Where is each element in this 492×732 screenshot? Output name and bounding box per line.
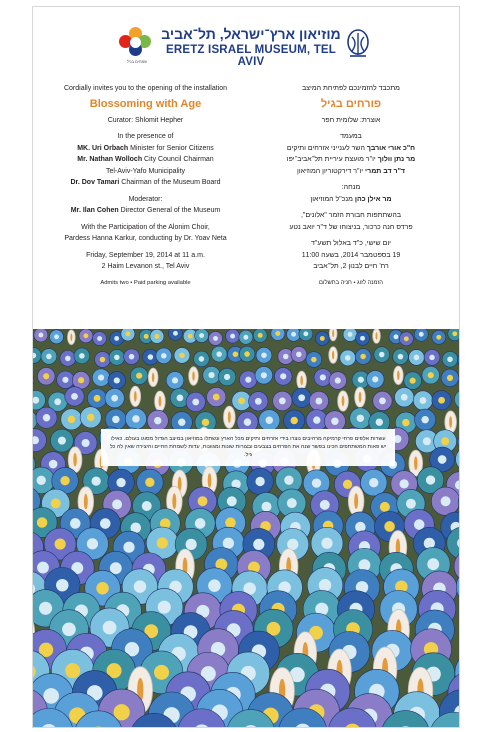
guest-line-1 bbox=[43, 143, 248, 155]
ceramic-flower bbox=[137, 469, 164, 496]
ceramic-flower bbox=[273, 391, 292, 410]
ceramic-flower bbox=[105, 388, 124, 407]
invitation-text-hebrew bbox=[251, 83, 451, 289]
ceramic-flower bbox=[373, 391, 392, 410]
ceramic-flower bbox=[292, 388, 311, 407]
ceramic-flower bbox=[299, 329, 313, 341]
ceramic-flower bbox=[431, 487, 459, 515]
ceramic-flower bbox=[239, 346, 255, 362]
event-date: Friday, September 19, 2014 at 11 a.m. bbox=[86, 251, 205, 259]
ceramic-flower bbox=[57, 371, 75, 389]
moderator-name: Mr. Ilan Cohen bbox=[70, 207, 119, 214]
calla-lily bbox=[155, 391, 166, 411]
ceramic-flower bbox=[291, 346, 307, 362]
ceramic-flower bbox=[374, 347, 390, 363]
ceramic-flower bbox=[194, 351, 210, 367]
guest-line-3 bbox=[43, 177, 248, 189]
ceramic-flower bbox=[125, 408, 146, 429]
intro-line: Cordially invites you to the opening of the installation bbox=[63, 85, 228, 92]
presence-line: In the presence of bbox=[117, 133, 174, 140]
guest-line-1 bbox=[251, 143, 451, 155]
museum-header bbox=[33, 7, 459, 73]
ceramic-flower bbox=[95, 352, 111, 368]
guest-line-3 bbox=[251, 166, 451, 178]
ceramic-flower bbox=[356, 331, 370, 345]
calla-lily bbox=[67, 330, 75, 345]
ceramic-flower bbox=[121, 329, 135, 341]
ceramic-flower bbox=[249, 392, 268, 411]
ceramic-flower bbox=[239, 330, 253, 344]
ceramic-flower bbox=[41, 349, 57, 365]
ceramic-flower bbox=[284, 410, 305, 431]
ceramic-flower bbox=[255, 366, 273, 384]
ceramic-flower bbox=[79, 329, 93, 343]
calla-lily bbox=[329, 329, 337, 341]
guest-role: Chairman of the Museum Board bbox=[119, 179, 221, 186]
calla-lily bbox=[338, 391, 349, 411]
ceramic-flower bbox=[208, 331, 222, 345]
ceramic-flower bbox=[329, 372, 347, 390]
ceramic-flower bbox=[37, 367, 55, 385]
museum-emblem-icon bbox=[346, 29, 370, 59]
curator-line: אוצרת: שלומית חפר bbox=[321, 116, 381, 124]
guest-line-2 bbox=[251, 154, 451, 166]
calla-lily bbox=[148, 368, 158, 386]
ceramic-flower-field bbox=[33, 329, 460, 728]
guest-line-2-city: Tel-Aviv-Yafo Municipality bbox=[105, 167, 186, 175]
ceramic-flower bbox=[74, 348, 90, 364]
ceramic-flower bbox=[36, 407, 57, 428]
exhibition-title: פורחים בגיל bbox=[320, 97, 382, 110]
admission-note: Admits two • Paid parking available bbox=[100, 279, 191, 286]
choir-line-2: Pardess Hanna Karkur, conducting by Dr. Yoav Neta bbox=[64, 235, 227, 242]
guest-role: יו"ר דירקטוריון המוזיאון bbox=[297, 167, 366, 175]
event-date-line-1: יום שישי, כ"ד באלול תשע"ד bbox=[311, 240, 391, 247]
ceramic-flower bbox=[256, 347, 272, 363]
ceramic-flower bbox=[306, 352, 322, 368]
guest-role: יו"ר מועצת עיריית תל־אביב־יפו bbox=[286, 156, 378, 163]
ceramic-flower bbox=[247, 468, 274, 495]
ceramic-flower bbox=[207, 387, 226, 406]
ceramic-flower bbox=[50, 429, 73, 452]
ceramic-flower bbox=[340, 350, 356, 366]
calla-lily bbox=[223, 406, 235, 428]
choir-line-1: With the Participation of the Alonim Choir, bbox=[81, 223, 210, 231]
ceramic-flower bbox=[404, 372, 422, 390]
calla-lily bbox=[130, 386, 141, 406]
ceramic-flower bbox=[87, 389, 106, 408]
guest-role: City Council Chairman bbox=[142, 156, 214, 163]
event-date-line-2: 19 בספטמבר 2014, בשעה 11:00 bbox=[301, 251, 401, 259]
museum-name-english: ERETZ ISRAEL MUSEUM, TEL AVIV bbox=[165, 44, 337, 68]
calla-lily bbox=[297, 371, 307, 389]
guest-name: מר נתן וולוך bbox=[377, 156, 416, 163]
ceramic-flower bbox=[211, 346, 227, 362]
ceramic-flower bbox=[287, 329, 301, 341]
ceramic-flower bbox=[422, 366, 440, 384]
guest-name: MK. Uri Orbach bbox=[77, 144, 129, 152]
ceramic-flower bbox=[150, 329, 164, 343]
ceramic-flower bbox=[343, 329, 357, 341]
ceramic-flower bbox=[314, 369, 332, 387]
presence-line: במעמד bbox=[340, 133, 362, 140]
invitation-card bbox=[32, 6, 460, 728]
ceramic-flower bbox=[34, 329, 48, 342]
ceramic-flower bbox=[414, 329, 428, 341]
ceramic-flower bbox=[203, 366, 221, 384]
moderator-label: Moderator: bbox=[128, 195, 163, 203]
ceramic-flower bbox=[253, 329, 267, 342]
ceramic-flowers-photo bbox=[33, 329, 460, 728]
ceramic-flower bbox=[166, 372, 184, 390]
ceramic-flower bbox=[174, 348, 190, 364]
event-address: רח' חיים לבנון 2, תל־אביב bbox=[313, 263, 389, 270]
ceramic-flower bbox=[441, 369, 459, 387]
ceramic-flower bbox=[309, 391, 328, 410]
ceramic-flower bbox=[65, 387, 84, 406]
guest-line-2 bbox=[43, 154, 248, 166]
ceramic-flower bbox=[271, 329, 285, 340]
ceramic-flower bbox=[360, 469, 387, 496]
moderator-role: מנכ"ל המוזיאון bbox=[310, 195, 355, 203]
exhibition-title: Blossoming with Age bbox=[89, 97, 202, 110]
flower-logo-caption: שמחים בגיל bbox=[126, 59, 148, 64]
ceramic-flower bbox=[109, 349, 125, 365]
choir-line-2: פרדס חנה כרכור, בניצוחו של ד"ר יואב נטע bbox=[289, 223, 413, 231]
ceramic-flower bbox=[274, 368, 292, 386]
ceramic-flower bbox=[195, 329, 209, 343]
ceramic-flower bbox=[108, 372, 126, 390]
guest-name: ד"ר דב תמרי bbox=[365, 167, 405, 175]
guest-name: Mr. Nathan Wolloch bbox=[77, 156, 143, 163]
guest-role: השר לענייני אזרחים ותיקים bbox=[286, 144, 367, 152]
intro-line: מתכבד להזמינכם לפתיחת המיצב bbox=[302, 85, 400, 92]
ceramic-flower bbox=[399, 332, 413, 346]
ceramic-flower bbox=[395, 388, 414, 407]
ceramic-flower bbox=[459, 410, 460, 431]
guest-role: Minister for Senior Citizens bbox=[128, 144, 214, 152]
ceramic-flower bbox=[218, 368, 236, 386]
ceramic-flower bbox=[413, 391, 432, 410]
calla-lily bbox=[373, 329, 381, 343]
calla-lily bbox=[348, 486, 364, 516]
calla-lily bbox=[393, 366, 403, 384]
calla-lily bbox=[189, 367, 199, 385]
ceramic-flower bbox=[80, 407, 101, 428]
ceramic-flower bbox=[156, 348, 172, 364]
moderator-name: מר אילן כהן bbox=[354, 195, 392, 203]
guest-name: ח"כ אורי אורבך bbox=[366, 144, 416, 152]
moderator-label: מנחה: bbox=[341, 184, 361, 191]
photo-caption: עשרות אלפים פרחי קרמיקה מרהיבים נוצרו בידי אזרחים ותיקים מכל הארץ ונשתלו במוזיאון במיצב הגדול מסוגו בעולם. כאילו יש פאות המשתתפים הכינו בפשר שנה את הפרחים בצבעים ובצורות שונות ומגוונות, עדות לשמחת החיים והיצירה שאין לה כל גיל. bbox=[101, 429, 395, 466]
ceramic-flower bbox=[61, 409, 82, 430]
ceramic-flower bbox=[168, 329, 182, 340]
ceramic-flower bbox=[315, 331, 329, 345]
admission-note: הזמנה לזוג • חניה בתשלום bbox=[319, 279, 383, 286]
ceramic-flower bbox=[432, 330, 446, 344]
curator-line: Curator: Shlomit Hepher bbox=[107, 116, 184, 124]
ceramic-flower bbox=[259, 410, 280, 431]
calla-lily bbox=[329, 347, 338, 364]
guest-name: Dr. Dov Tamari bbox=[70, 179, 120, 186]
ceramic-flower bbox=[130, 367, 148, 385]
ceramic-flower bbox=[93, 332, 107, 346]
ceramic-flower bbox=[50, 330, 64, 344]
calla-lily bbox=[355, 387, 366, 407]
moderator-line bbox=[43, 205, 248, 217]
ceramic-flower bbox=[350, 408, 371, 429]
moderator-role: Director General of the Museum bbox=[118, 207, 221, 214]
moderator-line bbox=[251, 194, 451, 206]
event-address: 2 Haim Levanon st., Tel Aviv bbox=[101, 263, 190, 270]
ceramic-flower bbox=[424, 350, 440, 366]
ceramic-flower bbox=[226, 329, 240, 343]
ceramic-flower bbox=[60, 351, 76, 367]
ceramic-flower bbox=[415, 409, 436, 430]
ceramic-flower bbox=[366, 371, 384, 389]
ceramic-flower bbox=[355, 349, 371, 365]
ceramic-flower bbox=[409, 350, 425, 366]
museum-name-hebrew: מוזיאון ארץ־ישראל, תל־אביב bbox=[161, 26, 341, 42]
ceramic-flower bbox=[92, 369, 110, 387]
choir-line-1: בהשתתפות חבורת הזמר "אלונים", bbox=[300, 212, 402, 219]
flower-logo-icon bbox=[119, 27, 153, 63]
ceramic-flower bbox=[393, 349, 409, 365]
ceramic-flower bbox=[239, 371, 257, 389]
ceramic-flower bbox=[124, 349, 140, 365]
ceramic-flower bbox=[432, 391, 451, 410]
ceramic-flower bbox=[186, 392, 205, 411]
invitation-text-english bbox=[43, 83, 248, 289]
ceramic-flower bbox=[442, 351, 458, 367]
ceramic-flower bbox=[72, 371, 90, 389]
